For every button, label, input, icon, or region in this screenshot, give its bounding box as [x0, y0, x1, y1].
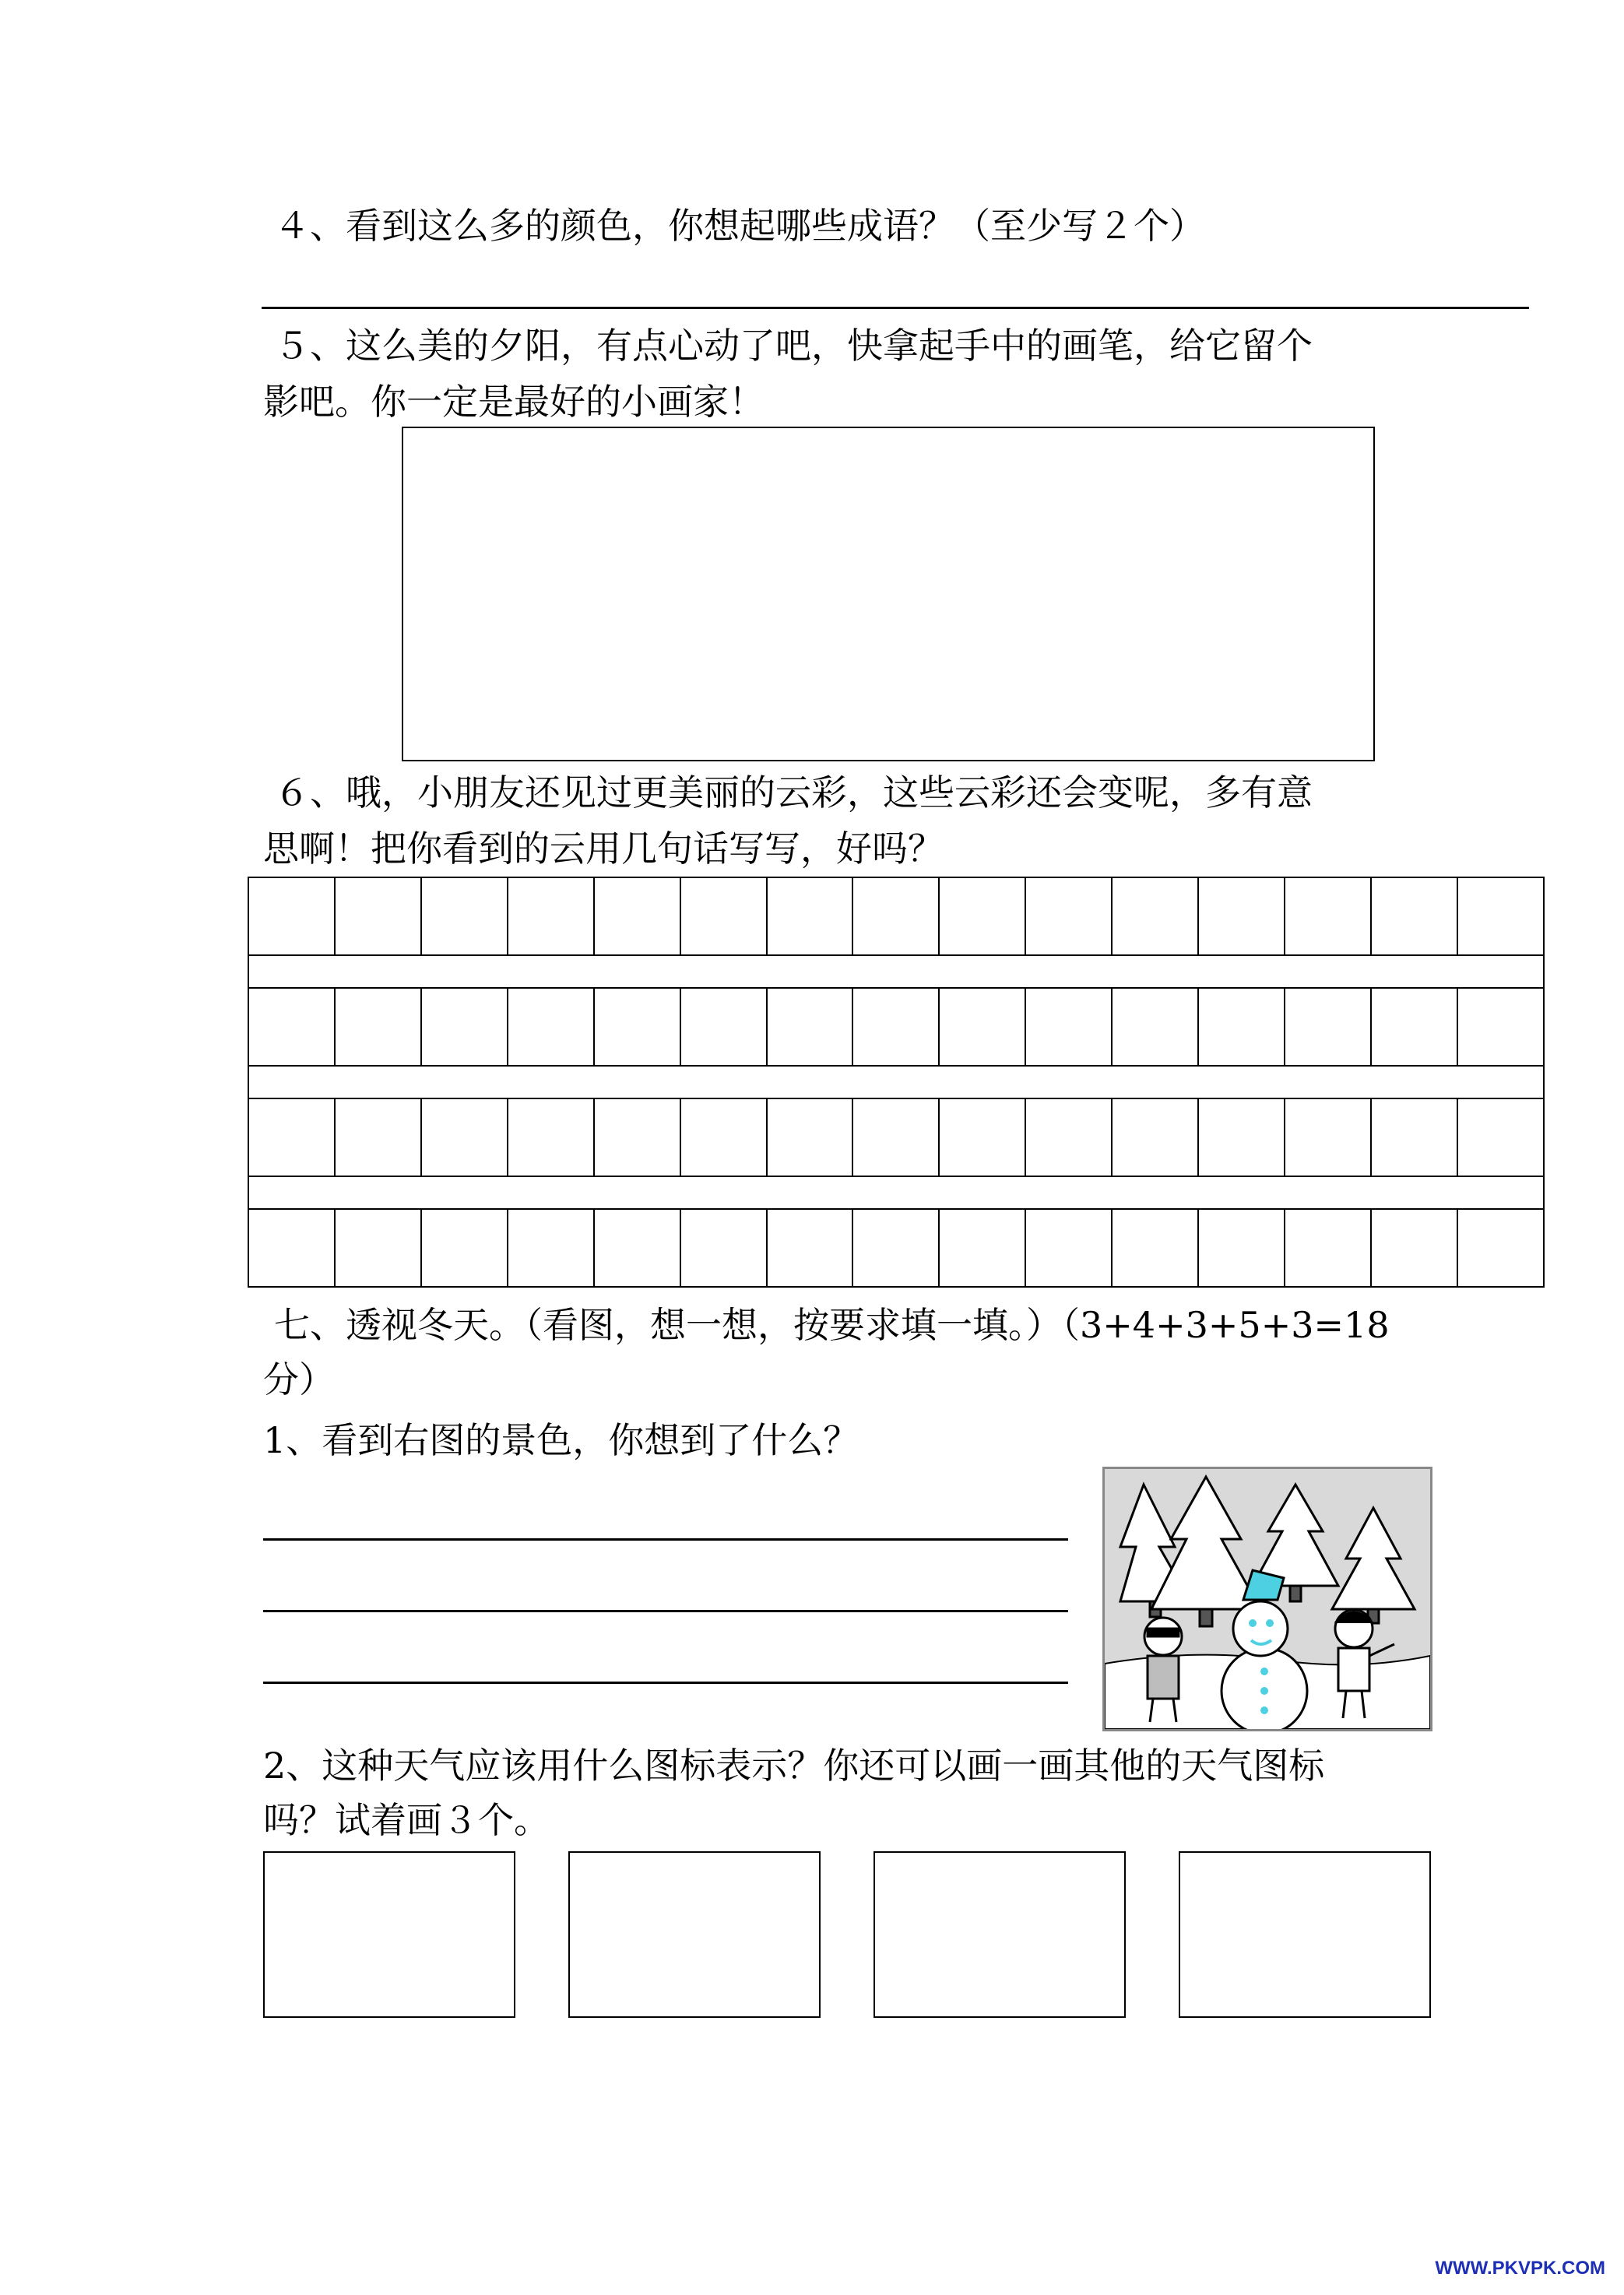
grid-row [248, 1098, 1544, 1176]
weather-icon-box-3[interactable] [874, 1851, 1126, 2018]
section-7-title-line2: 分） [263, 1358, 335, 1401]
question-4-text: ４、看到这么多的颜色，你想起哪些成语？（至少写２个） [274, 205, 1205, 247]
section-7-question-1: 1、看到右图的景色，你想到了什么？ [263, 1419, 859, 1461]
writing-grid[interactable] [248, 877, 1545, 1288]
answer-line-q7-1[interactable] [263, 1538, 1068, 1541]
weather-icon-box-1[interactable] [263, 1851, 515, 2018]
question-5-line2: 影吧。你一定是最好的小画家！ [263, 381, 765, 423]
answer-line-q4[interactable] [262, 307, 1529, 309]
question-5-line1: ５、这么美的夕阳，有点心动了吧，快拿起手中的画笔，给它留个 [274, 325, 1313, 367]
grid-row [248, 877, 1544, 955]
section-7-question-2-line1: 2、这种天气应该用什么图标表示？你还可以画一画其他的天气图标 [263, 1745, 1325, 1787]
weather-icon-box-2[interactable] [568, 1851, 821, 2018]
grid-spacer-row [248, 955, 1544, 988]
winter-scene-drawing [1105, 1469, 1430, 1729]
drawing-box-sunset[interactable] [402, 427, 1375, 761]
winter-snowman-scene-icon [1102, 1467, 1432, 1731]
grid-row [248, 988, 1544, 1066]
grid-spacer-row [248, 1176, 1544, 1209]
grid-spacer-row [248, 1066, 1544, 1098]
grid-row [248, 1209, 1544, 1287]
answer-line-q7-3[interactable] [263, 1682, 1068, 1684]
question-6-line1: ６、哦，小朋友还见过更美丽的云彩，这些云彩还会变呢，多有意 [274, 771, 1313, 814]
section-7-question-2-line2: 吗？试着画３个。 [263, 1799, 550, 1841]
answer-line-q7-2[interactable] [263, 1610, 1068, 1612]
weather-icon-box-4[interactable] [1179, 1851, 1431, 2018]
footer-watermark: WWW.PKVPK.COM [1435, 2258, 1605, 2279]
question-6-line2: 思啊！把你看到的云用几句话写写，好吗？ [263, 828, 944, 870]
section-7-title-line1: 七、透视冬天。（看图，想一想，按要求填一填。）（3+4+3+5+3=18 [274, 1304, 1390, 1346]
